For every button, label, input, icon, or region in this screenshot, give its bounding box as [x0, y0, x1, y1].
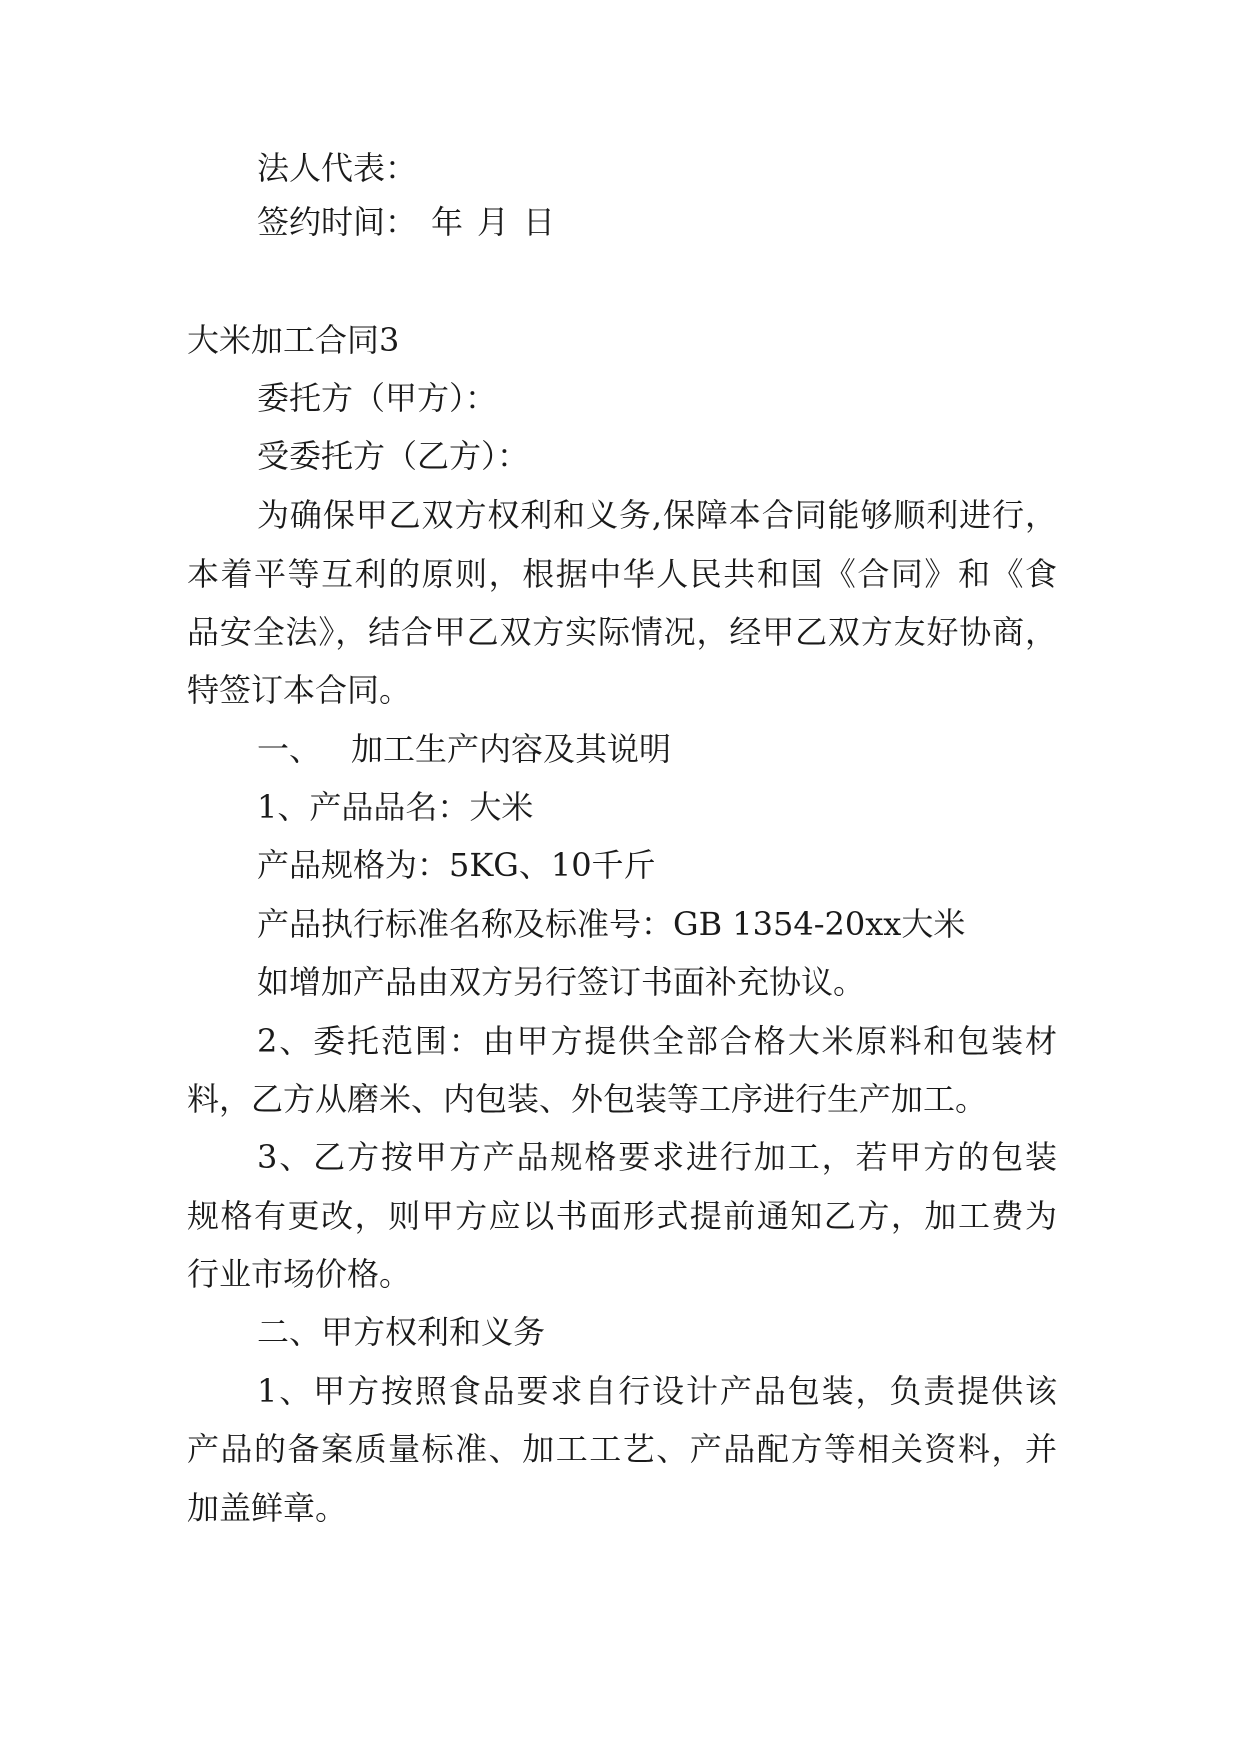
party-b-line: 受委托方（乙方）： [257, 437, 530, 475]
sign-date-label: 签约时间： [257, 203, 418, 241]
sign-date-year: 年 [431, 203, 464, 241]
item1-3-line-2: 规格有更改，则甲方应以书面形式提前通知乙方，加工费为 [187, 1197, 1057, 1235]
contract-title: 大米加工合同3 [187, 321, 400, 359]
preamble-line-3: 品安全法》，结合甲乙双方实际情况，经甲乙双方友好协商， [187, 613, 1057, 651]
section1-heading-number: 一、 [257, 730, 322, 768]
item1-2-line-1: 2、委托范围：由甲方提供全部合格大米原料和包装材 [257, 1022, 1057, 1060]
item1-2-line-2: 料，乙方从磨米、内包装、外包装等工序进行生产加工。 [187, 1080, 988, 1118]
item2-1-line-2: 产品的备案质量标准、加工工艺、产品配方等相关资料，并 [187, 1430, 1057, 1468]
section1-heading [257, 729, 671, 769]
sign-date-line [257, 202, 555, 242]
section2-heading: 二、甲方权利和义务 [257, 1313, 546, 1351]
sign-date-day: 日 [523, 203, 556, 241]
legal-representative-line: 法人代表： [257, 149, 418, 187]
section1-heading-text: 加工生产内容及其说明 [351, 730, 672, 768]
item1-product-spec: 产品规格为：5KG、10千斤 [257, 846, 656, 884]
preamble-line-1: 为确保甲乙双方权利和义务,保障本合同能够顺利进行， [257, 496, 1057, 534]
item1-product-name: 1、产品品名：大米 [257, 788, 534, 826]
item1-3-line-1: 3、乙方按甲方产品规格要求进行加工，若甲方的包装 [257, 1138, 1057, 1176]
item1-product-addition: 如增加产品由双方另行签订书面补充协议。 [257, 963, 866, 1001]
preamble-line-4: 特签订本合同。 [187, 671, 412, 709]
item2-1-line-1: 1、甲方按照食品要求自行设计产品包装，负责提供该 [257, 1372, 1057, 1410]
item2-1-line-3: 加盖鲜章。 [187, 1489, 348, 1527]
preamble-line-2: 本着平等互利的原则，根据中华人民共和国《合同》和《食 [187, 555, 1057, 593]
party-a-line: 委托方（甲方）： [257, 379, 498, 417]
sign-date-month: 月 [477, 203, 510, 241]
item1-product-standard: 产品执行标准名称及标准号：GB 1354-20xx大米 [257, 905, 966, 943]
item1-3-line-3: 行业市场价格。 [187, 1255, 412, 1293]
